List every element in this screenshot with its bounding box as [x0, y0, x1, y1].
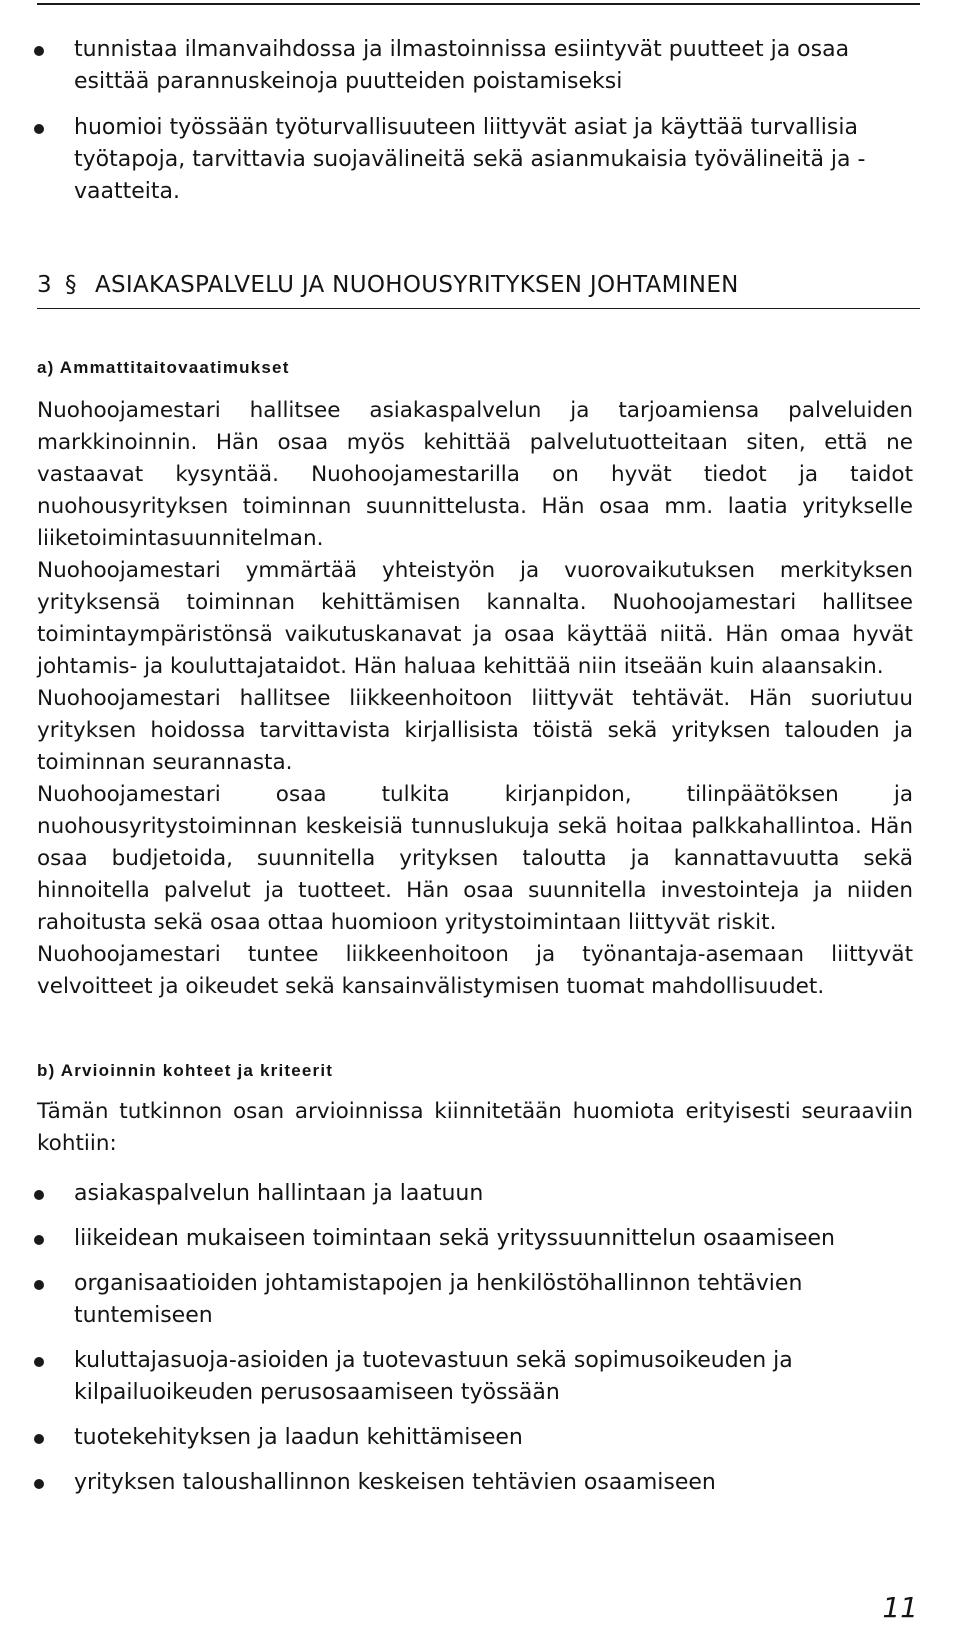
bullet-icon: [34, 124, 44, 134]
list-item-text: kuluttajasuoja-asioiden ja tuotevastuun sekä sopimusoikeuden ja kilpailuoikeuden perusosaamiseen työssään: [74, 1348, 793, 1405]
top-bullet-list: [0, 34, 960, 222]
list-item: [0, 34, 894, 98]
list-item-text: liikeidean mukaiseen toimintaan sekä yrityssuunnittelun osaamiseen: [74, 1226, 835, 1251]
paragraph: Nuohoojamestari tuntee liikkeenhoitoon ja työnantaja-asemaan liittyvät velvoitteet ja oikeudet sekä kansainvälistymisen tuomat mahdollisuudet.: [37, 942, 913, 999]
list-item: [0, 1268, 894, 1332]
section-rule: [37, 308, 920, 309]
paragraph: Tämän tutkinnon osan arvioinnissa kiinnitetään huomiota erityisesti seuraaviin kohtiin:: [37, 1099, 913, 1156]
list-item: [0, 1467, 894, 1499]
list-item: [0, 1178, 894, 1210]
list-item: [0, 1422, 894, 1454]
page-number: 11: [882, 1591, 918, 1624]
bullet-icon: [34, 1280, 44, 1290]
list-item-text: organisaatioiden johtamistapojen ja henkilöstöhallinnon tehtävien tuntemiseen: [74, 1271, 803, 1328]
top-rule: [37, 3, 920, 5]
bullet-icon: [34, 1479, 44, 1489]
bullet-icon: [34, 1434, 44, 1444]
bullet-icon: [34, 46, 44, 56]
list-item-text: yrityksen taloushallinnon keskeisen tehtävien osaamiseen: [74, 1470, 716, 1495]
section-title: [37, 268, 920, 302]
bullet-icon: [34, 1357, 44, 1367]
list-item-text: huomioi työssään työturvallisuuteen liittyvät asiat ja käyttää turvallisia työtapoja, tarvittavia suojavälineitä sekä asianmukaisia työvälineitä ja -vaatteita.: [74, 115, 866, 204]
paragraph: Nuohoojamestari osaa tulkita kirjanpidon, tilinpäätöksen ja nuohousyritystoiminnan keskeisiä tunnuslukuja sekä hoitaa palkkahallintoa. Hän osaa budjetoida, suunnitella yrityksen taloutta ja kannattavuutta sekä hinnoitella palvelut ja tuotteet. Hän osaa suunnitella investointeja ja niiden rahoitusta sekä osaa ottaa huomioon yritystoimintaan liittyvät riskit.: [37, 782, 913, 935]
list-item-text: tuotekehityksen ja laadun kehittämiseen: [74, 1425, 523, 1450]
list-item: [0, 1345, 894, 1409]
list-item: [0, 1223, 894, 1255]
list-item: [0, 112, 894, 208]
subsection-b-heading: b) Arvioinnin kohteet ja kriteerit: [37, 1061, 334, 1080]
paragraph: Nuohoojamestari hallitsee asiakaspalvelun ja tarjoamiensa palveluiden markkinoinnin. Hän osaa myös kehittää palvelutuotteitaan siten, että ne vastaavat kysyntää. Nuohoojamestarilla on hyvät tiedot ja taidot nuohousyrityksen toiminnan suunnittelusta. Hän osaa mm. laatia yritykselle liiketoimintasuunnitelman.: [37, 398, 913, 551]
list-item-text: tunnistaa ilmanvaihdossa ja ilmastoinnissa esiintyvät puutteet ja osaa esittää parannuskeinoja puutteiden poistamiseksi: [74, 37, 850, 94]
paragraph: Nuohoojamestari hallitsee liikkeenhoitoon liittyvät tehtävät. Hän suoriutuu yrityksen hoidossa tarvittavista kirjallisista töistä sekä yrityksen talouden ja toiminnan seurannasta.: [37, 686, 913, 775]
subsection-a-body: [37, 395, 913, 1003]
section-title-text: ASIAKASPALVELU JA NUOHOUSYRITYKSEN JOHTAMINEN: [95, 272, 739, 298]
subsection-a-heading: a) Ammattitaitovaatimukset: [37, 358, 290, 377]
paragraph: Nuohoojamestari ymmärtää yhteistyön ja vuorovaikutuksen merkityksen yrityksensä toiminnan kehittämisen kannalta. Nuohoojamestari hallitsee toimintaympäristönsä vaikutuskanavat ja osaa käyttää niitä. Hän omaa hyvät johtamis- ja kouluttajataidot. Hän haluaa kehittää niin itseään kuin alaansakin.: [37, 558, 913, 679]
section-symbol: §: [65, 272, 77, 298]
section-number: 3: [37, 272, 52, 298]
list-item-text: asiakaspalvelun hallintaan ja laatuun: [74, 1181, 484, 1206]
bullet-icon: [34, 1235, 44, 1245]
bullet-icon: [34, 1190, 44, 1200]
subsection-b-intro: [37, 1096, 913, 1160]
criteria-bullet-list: [0, 1178, 960, 1512]
